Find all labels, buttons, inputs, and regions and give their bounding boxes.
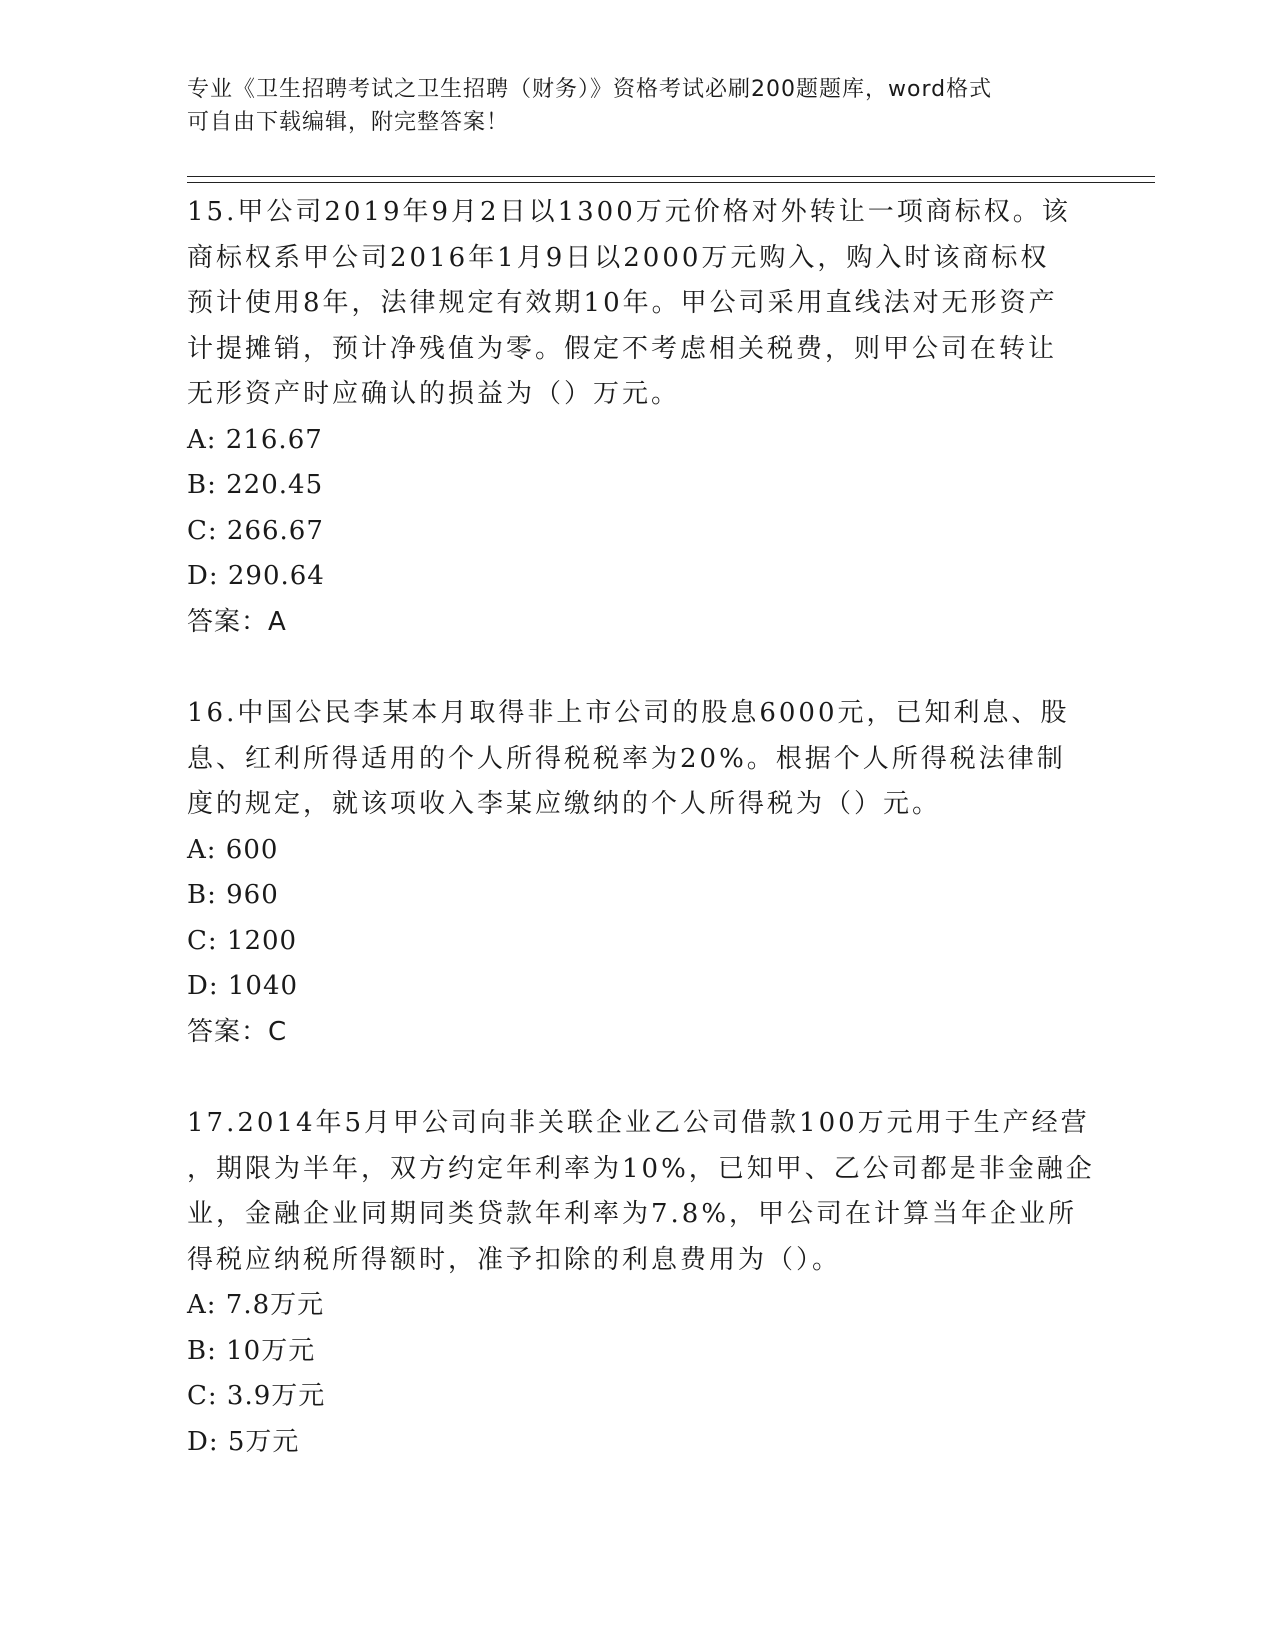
document-header (187, 73, 1087, 139)
option-b: B: 220.45 (187, 470, 324, 500)
option-c: C: 3.9万元 (187, 1381, 326, 1411)
option-c: C: 1200 (187, 925, 298, 956)
header-divider-bottom (187, 182, 1155, 183)
question-text-line: 16.中国公民李某本月取得非上市公司的股息6000元，已知利息、股 (187, 698, 1070, 728)
option-a: A: 216.67 (187, 424, 323, 455)
question-15 (187, 190, 1087, 645)
header-line-1: 专业《卫生招聘考试之卫生招聘（财务）》资格考试必刷200题题库，word格式 (187, 77, 993, 102)
question-spacer (187, 645, 1087, 691)
question-text-line: 业，金融企业同期同类贷款年利率为7.8%，甲公司在计算当年企业所 (187, 1199, 1078, 1229)
option-b: B: 10万元 (187, 1335, 316, 1366)
answer-line: 答案：A (187, 606, 287, 637)
question-17 (187, 1101, 1095, 1465)
question-text-line: 计提摊销，预计净残值为零。假定不考虑相关税费，则甲公司在转让 (187, 333, 1058, 364)
header-divider-top (187, 176, 1155, 177)
question-text-line: 息、红利所得适用的个人所得税税率为20%。根据个人所得税法律制 (187, 743, 1066, 774)
option-d: D: 290.64 (187, 561, 325, 591)
answer-line: 答案：C (187, 1016, 288, 1047)
question-text-line: 商标权系甲公司2016年1月9日以2000万元购入，购入时该商标权 (187, 242, 1050, 273)
question-text-line: ，期限为半年，双方约定年利率为10%，已知甲、乙公司都是非金融企 (187, 1153, 1095, 1184)
option-c: C: 266.67 (187, 515, 324, 546)
option-d: D: 1040 (187, 971, 299, 1001)
option-b: B: 960 (187, 880, 279, 910)
question-list (187, 190, 1095, 1465)
question-text-line: 无形资产时应确认的损益为（）万元。 (187, 379, 681, 409)
question-16 (187, 691, 1087, 1055)
option-a: A: 7.8万元 (187, 1290, 325, 1320)
option-a: A: 600 (187, 834, 279, 865)
question-text-line: 得税应纳税所得额时，准予扣除的利息费用为（）。 (187, 1244, 842, 1275)
option-d: D: 5万元 (187, 1426, 300, 1457)
question-text-line: 预计使用8年，法律规定有效期10年。甲公司采用直线法对无形资产 (187, 288, 1058, 318)
question-text-line: 度的规定，就该项收入李某应缴纳的个人所得税为（）元。 (187, 789, 942, 819)
question-text-line: 17.2014年5月甲公司向非关联企业乙公司借款100万元用于生产经营 (187, 1108, 1090, 1138)
question-text-line: 15.甲公司2019年9月2日以1300万元价格对外转让一项商标权。该 (187, 197, 1071, 227)
header-line-2: 可自由下载编辑，附完整答案！ (187, 110, 510, 135)
question-spacer (187, 1055, 1087, 1101)
